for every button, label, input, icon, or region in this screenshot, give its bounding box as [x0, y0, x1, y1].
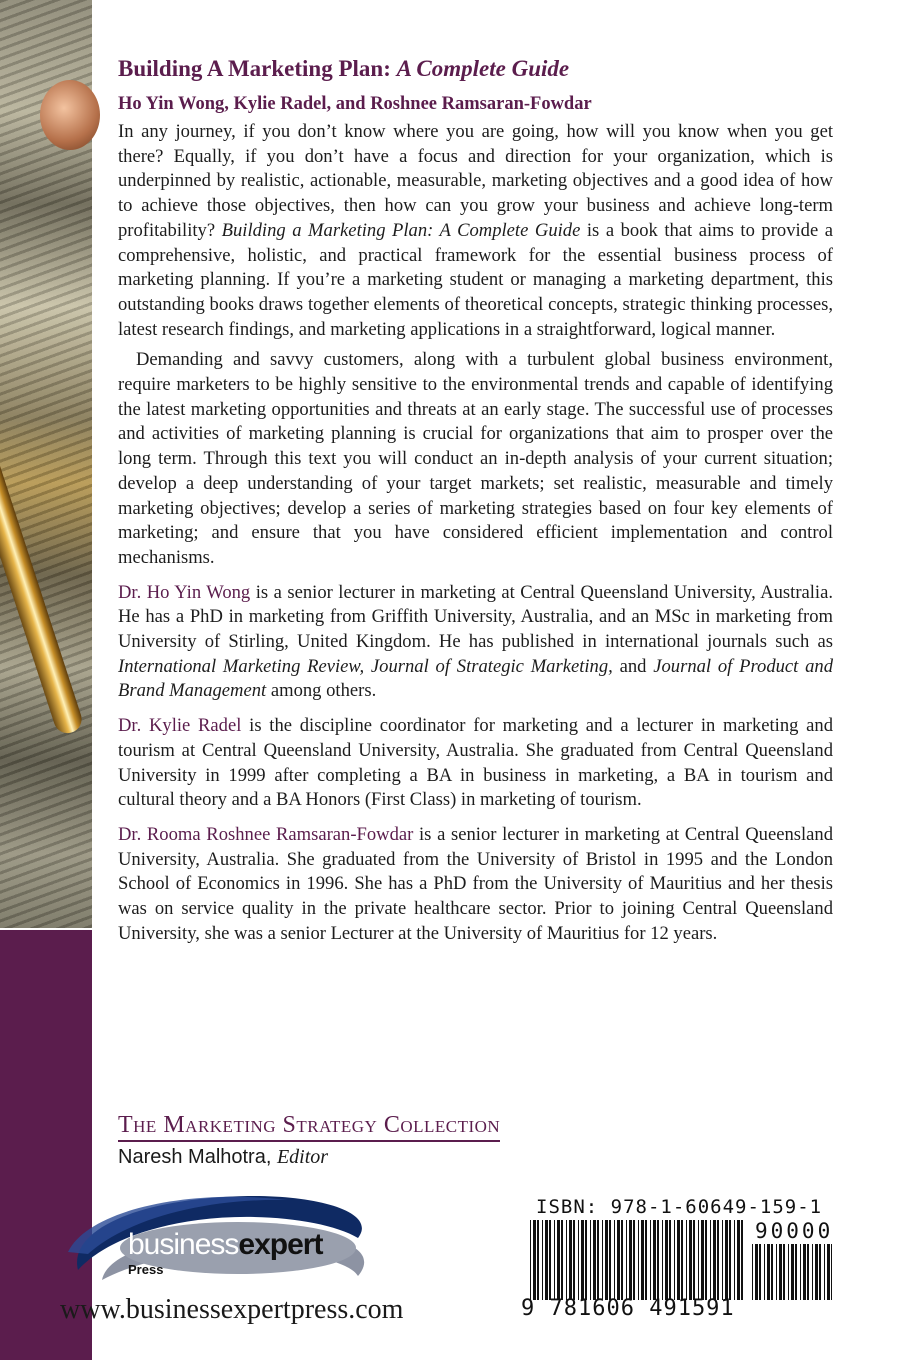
- publisher-logo-press: Press: [128, 1262, 164, 1277]
- book-authors: Ho Yin Wong, Kylie Radel, and Roshnee Ramsaran-Fowdar: [118, 94, 592, 114]
- description-paragraph-2: Demanding and savvy customers, along with a turbulent global business environment, require marketers to be highly sensitive to the environmental trends and capable of identifying the latest marketing opportunities and threats at an early stage. The successful use of processes and activities of marketing planning is crucial for organizations that aim to prosper over the long term. Through this text you will conduct an in-depth analysis of your current situation; develop a deep understanding of your target markets; set realistic, measurable and timely marketing objectives; develop a series of marketing strategies based on four key elements of marketing; and ensure that you have considered efficient implementation and control mechanisms.: [118, 349, 833, 568]
- series-editor: Naresh Malhotra, Editor: [118, 1146, 329, 1168]
- inline-book-title: Building a Marketing Plan: A Complete Guide: [221, 219, 581, 241]
- barcode-digits: 9 781606 491591: [521, 1296, 735, 1321]
- isbn-label: ISBN: 978-1-60649-159-1: [536, 1196, 823, 1218]
- description-paragraph-1: In any journey, if you don’t know where you are going, how will you know when you get there? Equally, if you don’t have a focus and direction for your organization, which is underpinned by realistic, actionable, measurable, marketing objectives and a good idea of how to achieve those objectives, then how can you grow your business and achieve long-term profitability? Building a Marketing Plan: A Complete Guide is a book that aims to provide a comprehensive, holistic, and practical framework for the essential business process of marketing planning. If you’re a marketing student or managing a marketing department, this outstanding books draws together elements of theoretical concepts, strategic thinking processes, latest research findings, and marketing applications in a straightforward, logical manner.: [118, 121, 833, 340]
- cover-photo-strip: [0, 0, 92, 928]
- publisher-logo-text: businessexpert: [128, 1228, 323, 1261]
- description: [118, 120, 833, 947]
- bio-radel: Dr. Kylie Radel is the discipline coordinator for marketing and a lecturer in marketing and tourism at Central Queensland University, Australia. She graduated from Central Queensland University in 1999 after completing a BA in business in marketing, a BA in tourism and cultural theory and a BA Honors (First Class) in marketing of tourism.: [118, 715, 834, 811]
- book-title: [118, 52, 833, 86]
- barcode-main: [530, 1220, 744, 1300]
- book-title-main: Building A Marketing Plan:: [118, 56, 391, 81]
- coin-image: [40, 80, 100, 150]
- pen-image: [0, 433, 85, 736]
- publisher-website[interactable]: www.businessexpertpress.com: [60, 1294, 404, 1325]
- bio-name: Dr. Ho Yin Wong: [118, 581, 251, 603]
- bio-name: Dr. Rooma Roshnee Ramsaran-Fowdar: [118, 823, 414, 845]
- book-title-sub: A Complete Guide: [396, 56, 570, 81]
- bio-name: Dr. Kylie Radel: [118, 715, 242, 737]
- bio-fowdar: Dr. Rooma Roshnee Ramsaran-Fowdar is a senior lecturer in marketing at Central Queensland University, Australia. She graduated from the University of Bristol in 1995 and the London School of Economics in 1996. She has a PhD from the University of Mauritius and her thesis was on service quality in the private healthcare sector. Prior to joining Central Queensland University, she was a senior Lecturer at the University of Mauritius for 12 years.: [118, 823, 833, 944]
- barcode-addon-digits: 90000: [755, 1219, 834, 1243]
- bio-wong: Dr. Ho Yin Wong is a senior lecturer in marketing at Central Queensland University, Australia. He has a PhD in marketing from Griffith University, Australia, and an MSc in marketing from University of Stirling, United Kingdom. He has published in international journals such as International Marketing Review, Journal of Strategic Marketing, and Journal of Product and Brand Management among others.: [118, 581, 834, 702]
- barcode-addon: [752, 1244, 832, 1300]
- back-cover-text: [118, 52, 833, 947]
- series-title: The Marketing Strategy Collection: [118, 1112, 500, 1142]
